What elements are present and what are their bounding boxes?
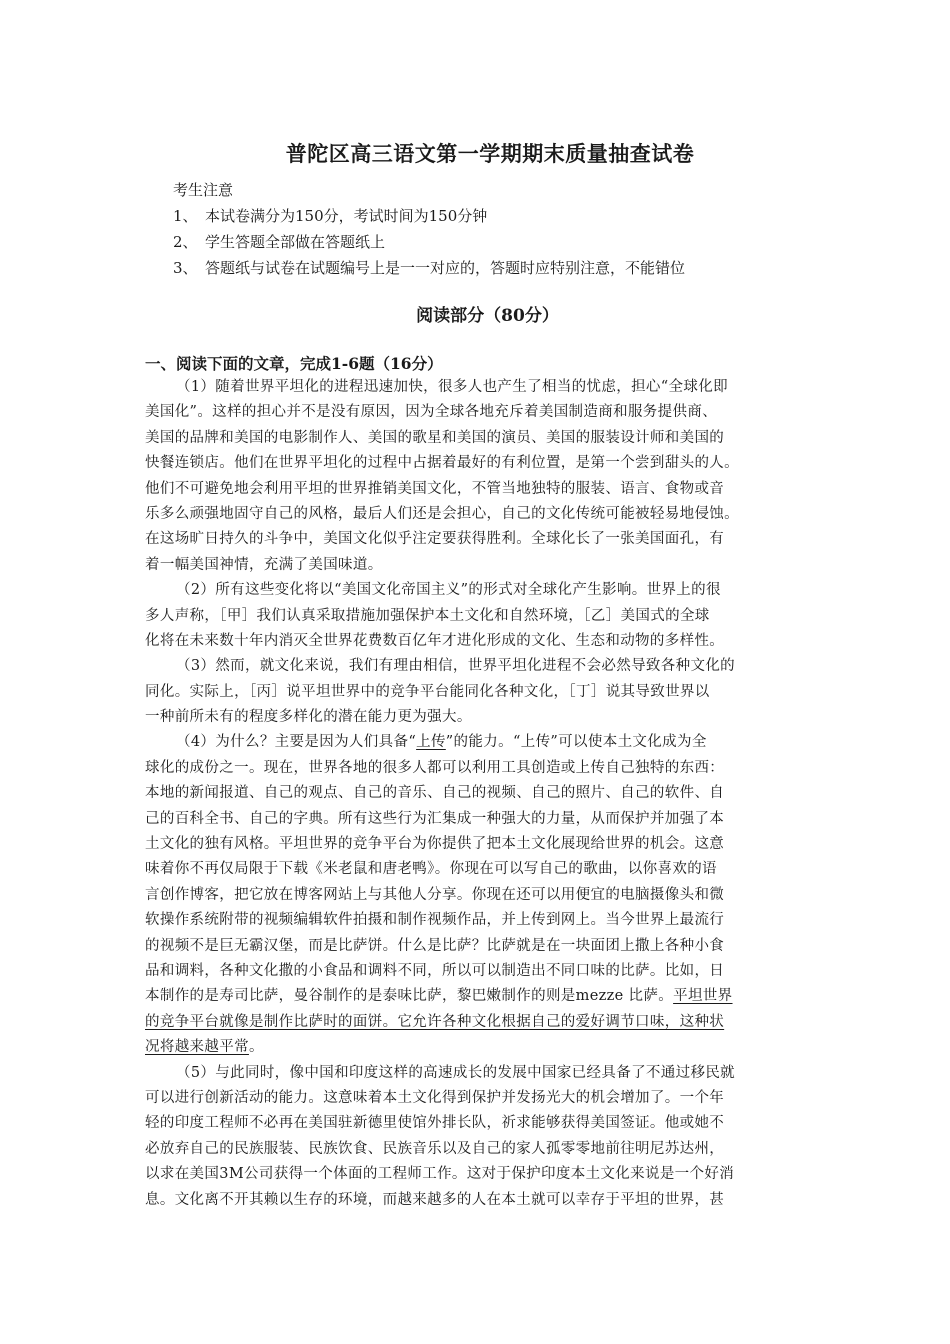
passage-text: （4）为什么？主要是因为人们具备“	[176, 734, 417, 751]
passage-line: 必放弃自己的民族服装、民族饮食、民族音乐以及自己的家人孤零零地前往明尼苏达州，	[145, 1140, 725, 1157]
notice-item-text: 学生答题全部做在答题纸上	[205, 233, 386, 251]
passage-line: （5）与此同时，像中国和印度这样的高速成长的发展中国家已经具备了不通过移民就	[176, 1064, 736, 1081]
notice-item	[173, 203, 685, 229]
passage-line: 轻的印度工程师不必再在美国驻新德里使馆外排长队，祈求能够获得美国签证。他或她不	[145, 1115, 725, 1132]
notice-heading: 考生注意	[173, 181, 234, 199]
passage-line: 言创作博客，把它放在博客网站上与其他人分享。你现在还可以用便宜的电脑摄像头和微	[145, 886, 725, 903]
passage-line: 以求在美国3M公司获得一个体面的工程师工作。这对于保护印度本土文化来说是一个好消	[145, 1166, 735, 1183]
notice-block	[173, 177, 685, 281]
notice-item-text: 本试卷满分为150分，考试时间为150分钟	[205, 207, 488, 225]
passage-line: 美国的品牌和美国的电影制作人、美国的歌星和美国的演员、美国的服装设计师和美国的	[145, 429, 725, 446]
underlined-sentence: 况将越来越平常	[145, 1039, 249, 1056]
passage-line: （3）然而，就文化来说，我们有理由相信，世界平坦化进程不会必然导致各种文化的	[176, 658, 736, 675]
notice-item-text: 答题纸与试卷在试题编号上是一一对应的，答题时应特别注意，不能错位	[205, 259, 686, 277]
passage-line: 软操作系统附带的视频编辑软件拍摄和制作视频作品，并上传到网上。当今世界上最流行	[145, 912, 725, 929]
passage-line: （2）所有这些变化将以“美国文化帝国主义”的形式对全球化产生影响。世界上的很	[176, 582, 721, 599]
notice-item-number: 3、	[173, 259, 198, 277]
passage-text: ”的能力。“上传”可以使本土文化成为全	[445, 734, 707, 751]
passage-line: 多人声称，［甲］我们认真采取措施加强保护本土文化和自然环境，［乙］美国式的全球	[145, 607, 710, 624]
notice-item	[173, 229, 685, 255]
passage-line: （1）随着世界平坦化的进程迅速加快，很多人也产生了相当的忧虑，担心“全球化即	[176, 379, 728, 395]
underlined-term: 上传	[416, 734, 446, 751]
passage-line: 息。文化离不开其赖以生存的环境，而越来越多的人在本土就可以幸存于平坦的世界，甚	[145, 1191, 725, 1208]
passage	[145, 375, 805, 1213]
passage-line: 化将在未来数十年内消灭全世界花费数百亿年才进化形成的文化、生态和动物的多样性。	[145, 632, 725, 649]
passage-text: 本制作的是寿司比萨，曼谷制作的是泰味比萨，黎巴嫩制作的则是mezze 比萨。	[145, 988, 674, 1005]
passage-line: 乐多么顽强地固守自己的风格，最后人们还是会担心，自己的文化传统可能被轻易地侵蚀。	[145, 505, 739, 522]
passage-line: 一种前所未有的程度多样化的潜在能力更为强大。	[145, 709, 472, 726]
passage-line: 同化。实际上，［丙］说平坦世界中的竞争平台能同化各种文化，［丁］说其导致世界以	[145, 683, 710, 700]
notice-item	[173, 255, 685, 281]
passage-line: 他们不可避免地会利用平坦的世界推销美国文化，不管当地独特的服装、语言、食物或音	[145, 480, 725, 497]
reading-section-title: 阅读部分（80分）	[416, 306, 559, 326]
question-group-title: 一、阅读下面的文章，完成1-6题（16分）	[145, 354, 443, 373]
passage-line: 着一幅美国神情，充满了美国味道。	[145, 556, 383, 573]
passage-line: 在这场旷日持久的斗争中，美国文化似乎注定要获得胜利。全球化长了一张美国面孔，有	[145, 531, 725, 548]
passage-text: 。	[248, 1039, 264, 1056]
passage-line: 的视频不是巨无霸汉堡，而是比萨饼。什么是比萨？比萨就是在一块面团上撒上各种小食	[145, 937, 725, 954]
notice-item-number: 2、	[173, 233, 198, 251]
passage-line: 可以进行创新活动的能力。这意味着本土文化得到保护并发扬光大的机会增加了。一个年	[145, 1089, 725, 1106]
page-title: 普陀区高三语文第一学期期末质量抽查试卷	[285, 141, 695, 166]
passage-line: 美国化”。这样的担心并不是没有原因，因为全球各地充斥着美国制造商和服务提供商、	[145, 404, 718, 421]
passage-line: 球化的成份之一。现在，世界各地的很多人都可以利用工具创造或上传自己独特的东西：	[145, 759, 725, 776]
passage-line: 快餐连锁店。他们在世界平坦化的过程中占据着最好的有利位置，是第一个尝到甜头的人。	[145, 455, 739, 472]
passage-line: 己的百科全书、自己的字典。所有这些行为汇集成一种强大的力量，从而保护并加强了本	[145, 810, 725, 827]
passage-line: 品和调料，各种文化撒的小食品和调料不同，所以可以制造出不同口味的比萨。比如，日	[145, 962, 725, 979]
underlined-sentence: 的竞争平台就像是制作比萨时的面饼。它允许各种文化根据自己的爱好调节口味，这种状	[145, 1013, 725, 1030]
passage-line	[145, 1035, 805, 1060]
passage-line	[145, 730, 805, 755]
underlined-sentence: 平坦世界	[673, 988, 733, 1005]
passage-line: 味着你不再仅局限于下载《米老鼠和唐老鸭》。你现在可以写自己的歌曲，以你喜欢的语	[145, 861, 717, 878]
passage-line: 土文化的独有风格。平坦世界的竞争平台为你提供了把本土文化展现给世界的机会。这意	[145, 836, 725, 853]
passage-line	[145, 1010, 805, 1035]
passage-line	[145, 984, 805, 1009]
notice-item-number: 1、	[173, 207, 198, 225]
passage-line: 本地的新闻报道、自己的观点、自己的音乐、自己的视频、自己的照片、自己的软件、自	[145, 785, 725, 802]
